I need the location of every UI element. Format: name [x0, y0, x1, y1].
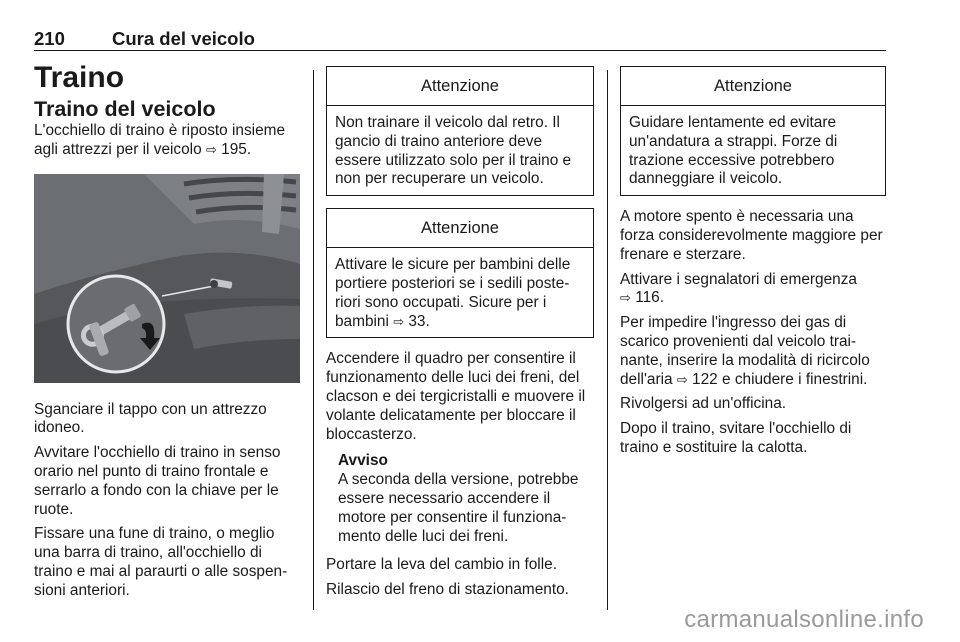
paragraph: Avvitare l'occhiello di traino in senso orario nel punto di traino frontale e serrarlo a fondo con la chiave per le ruote.	[34, 444, 281, 518]
warning-text: Guidare lentamente ed evitare un'andatura a strappi. Forze di trazione eccessive potrebbero danneggiare il veicolo.	[629, 114, 838, 188]
warning-box	[620, 66, 886, 196]
page-ref-icon: ⇨	[676, 371, 688, 387]
paragraph: Rilascio del freno di stazionamento.	[326, 581, 569, 599]
page-ref[interactable]: 33.	[408, 312, 430, 330]
warning-text: Non trainare il veicolo dal retro. Il gancio di traino anteriore deve essere utilizzato solo per il traino e non per recuperare un veicolo.	[335, 114, 572, 188]
page-ref[interactable]: 116.	[635, 289, 664, 307]
paragraph: Fissare una fune di traino, o meglio una barra di traino, all'occhiello di traino e mai al paraurti o alle sospen- sioni anteriori.	[34, 525, 288, 599]
vehicle-front-illustration	[34, 174, 300, 383]
page-ref[interactable]: 122 e chiudere i finestrini.	[692, 370, 868, 388]
towing-eye-illustration	[34, 174, 300, 383]
intro-paragraph: L'occhiello di traino è riposto insieme agli attrezzi per il veicolo ⇨ 195.	[34, 122, 286, 158]
paragraph: Rivolgersi ad un'officina.	[620, 395, 787, 413]
paragraph: Per impedire l'ingresso dei gas di scarico provenienti dal veicolo trai- nante, inserire la modalità di ricircolo dell'aria ⇨ 122 e chiudere i finestrini.	[620, 314, 870, 388]
note-text: A seconda della versione, potrebbe essere necessario accendere il motore per consentire il funziona- mento delle luci dei freni.	[338, 471, 579, 545]
warning-title: Attenzione	[327, 209, 593, 248]
note-box	[326, 452, 594, 546]
paragraph: Portare la leva del cambio in folle.	[326, 556, 557, 574]
page-ref-icon: ⇨	[205, 141, 217, 157]
warning-title: Attenzione	[621, 67, 885, 106]
column-1	[34, 60, 300, 607]
paragraph: Attivare i segnalatori di emergenza ⇨ 116.	[620, 270, 857, 307]
column-divider	[607, 70, 608, 610]
paragraph: Sganciare il tappo con un attrezzo idoneo.	[34, 400, 267, 437]
page-ref-icon: ⇨	[620, 290, 631, 306]
page-ref[interactable]: 195.	[221, 140, 252, 158]
watermark: carmanualsonline.info	[684, 606, 924, 633]
warning-text: Attivare le sicure per bambini delle portiere posteriori se i sedili poste- riori sono occupati. Sicure per i bambini ⇨ 33.	[335, 256, 571, 330]
column-divider	[313, 70, 314, 610]
section-title: Traino	[34, 61, 125, 94]
paragraph: Dopo il traino, svitare l'occhiello di traino e sostituire la calotta.	[620, 420, 852, 456]
page-header	[34, 22, 886, 51]
page-number: 210	[34, 28, 65, 49]
subsection-title: Traino del veicolo	[34, 97, 216, 121]
page-ref-icon: ⇨	[393, 313, 405, 329]
warning-box	[326, 66, 594, 196]
paragraph: Accendere il quadro per consentire il funzionamento delle luci dei freni, del clacson e dei tergicristalli e muovere il volante delicatamente per bloccare il bloccasterzo.	[326, 350, 586, 443]
column-3	[620, 66, 886, 464]
running-title: Cura del veicolo	[112, 28, 255, 49]
warning-box	[326, 208, 594, 338]
paragraph: A motore spento è necessaria una forza considerevolmente maggiore per frenare e sterzare.	[620, 208, 883, 263]
note-title: Avviso	[338, 452, 388, 470]
warning-title: Attenzione	[327, 67, 593, 106]
column-2	[326, 66, 594, 606]
